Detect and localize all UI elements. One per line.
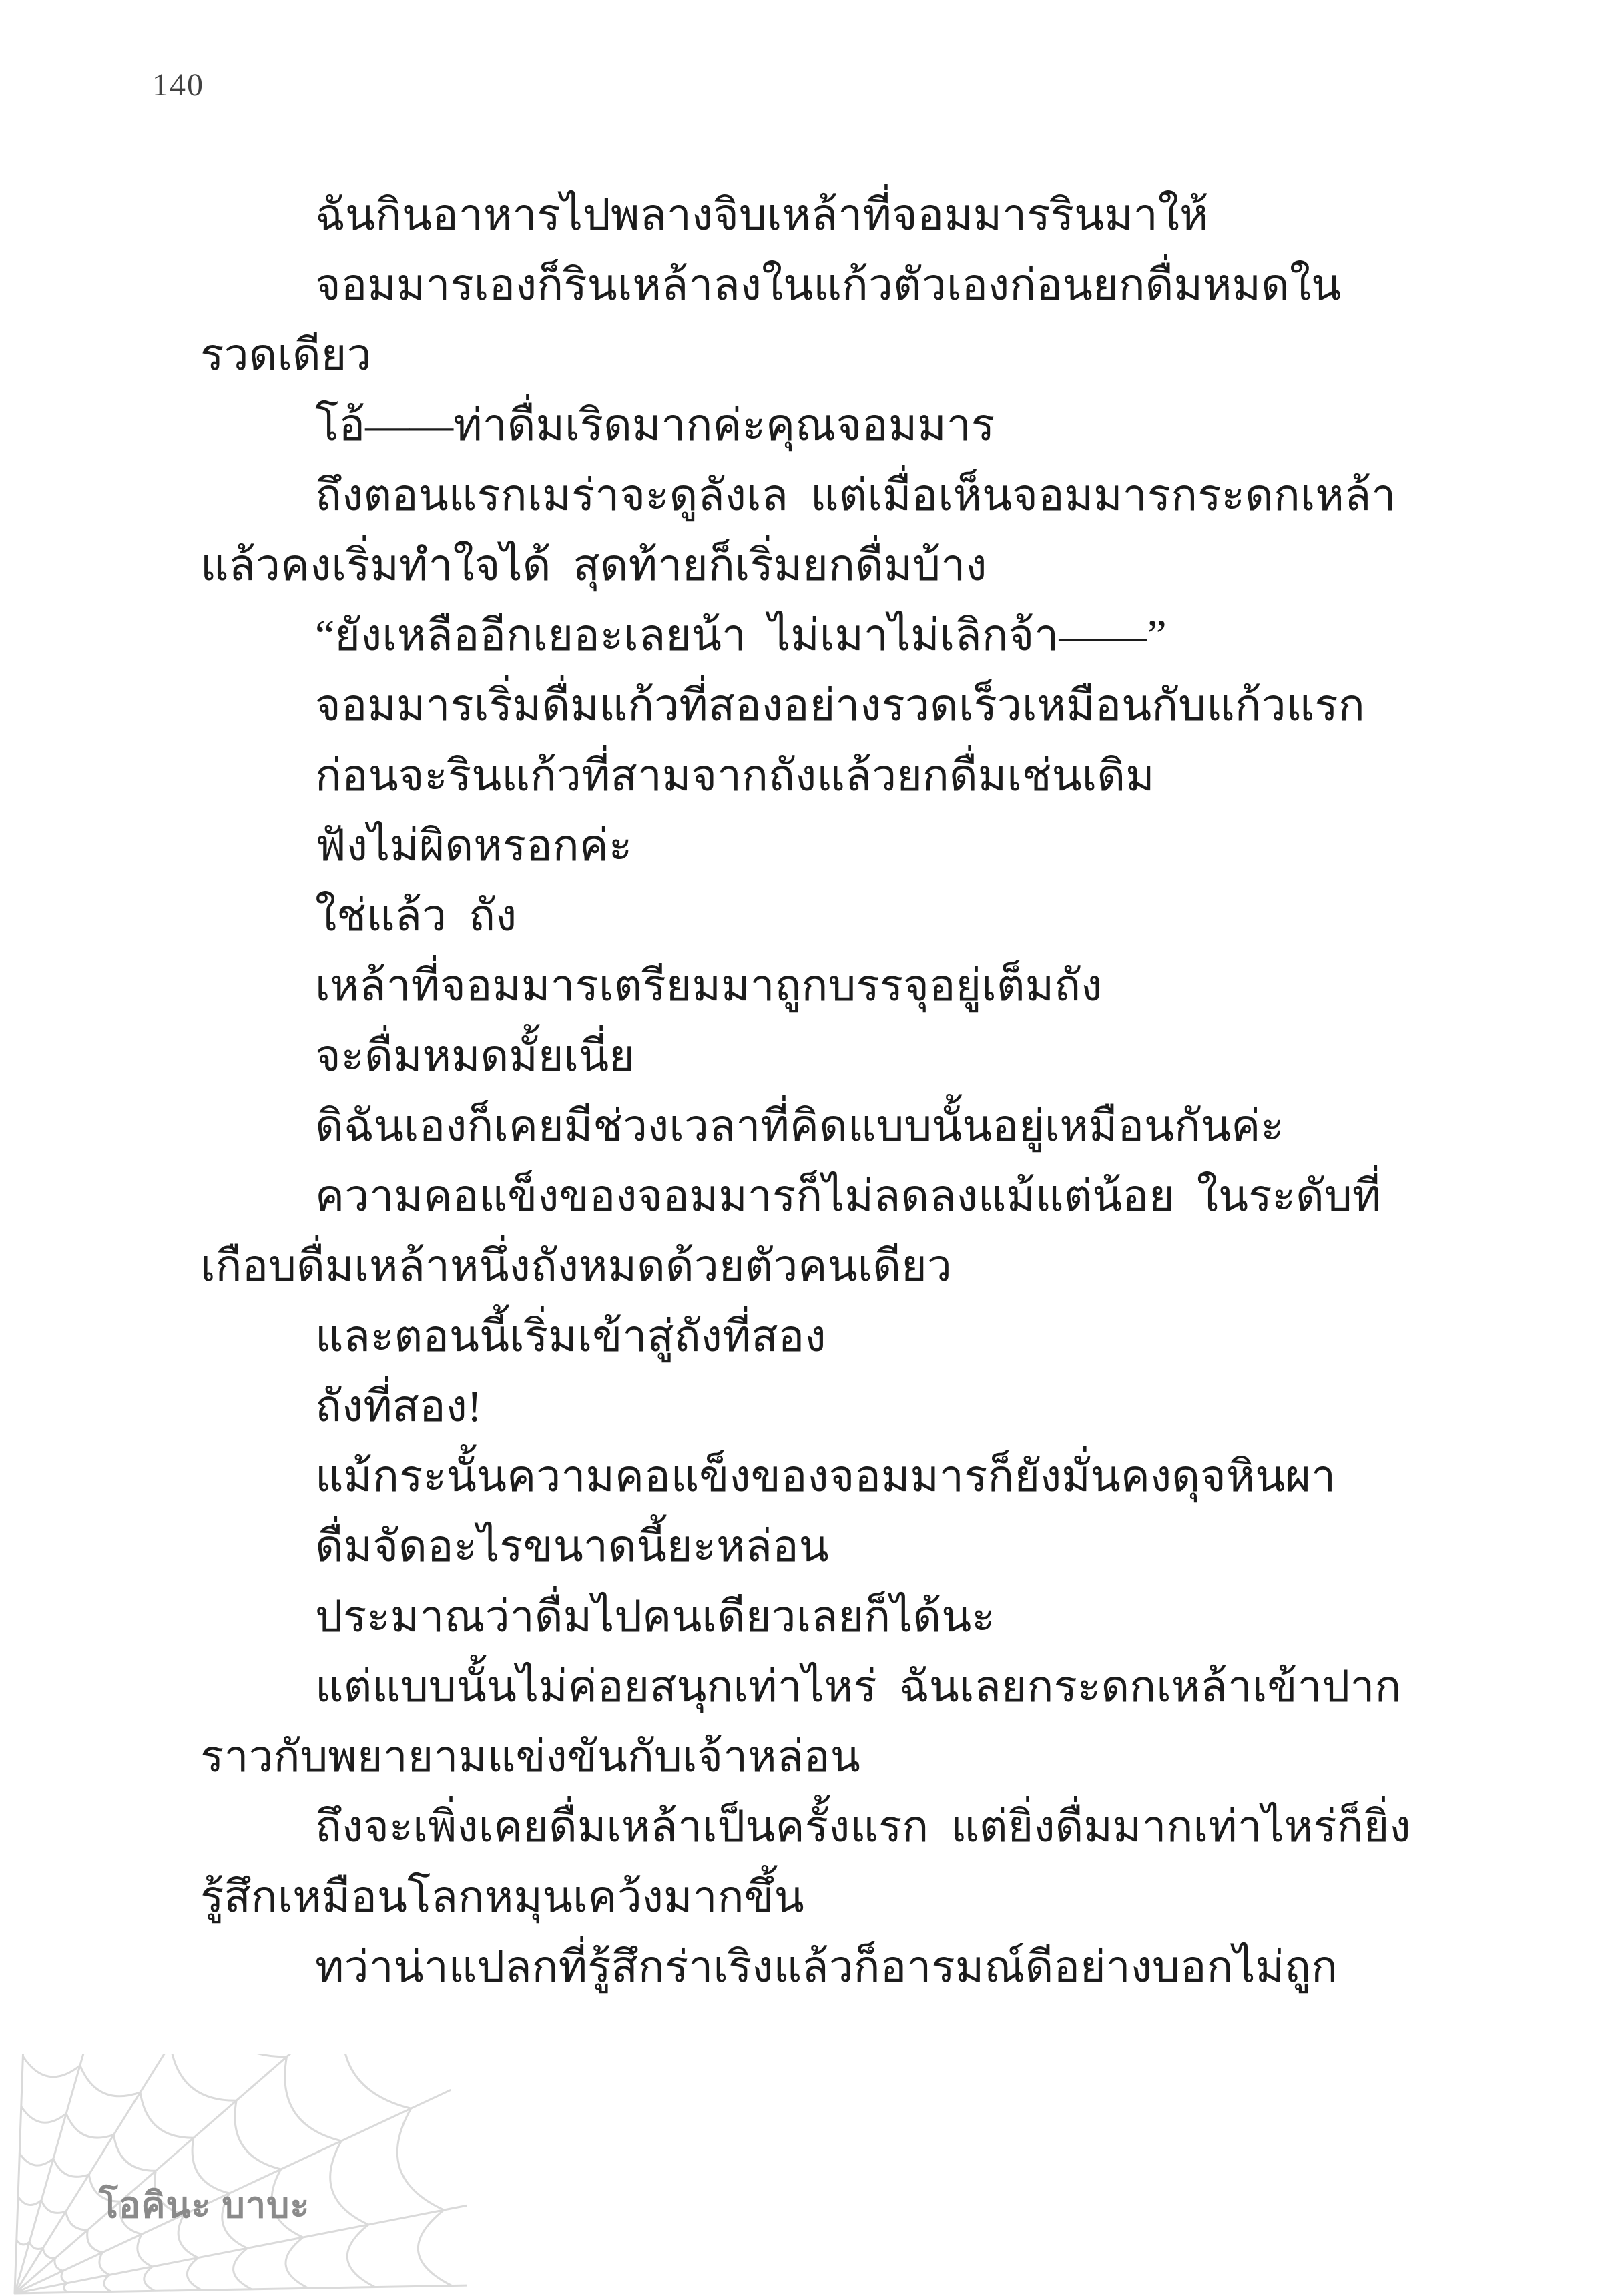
text-line: ฉันกินอาหารไปพลางจิบเหล้าที่จอมมารรินมาให้ (315, 191, 1209, 240)
page-number: 140 (152, 67, 204, 103)
text-line: ถึงจะเพิ่งเคยดื่มเหล้าเป็นครั้งแรก แต่ยิ่งดื่มมากเท่าไหร่ก็ยิ่ง (315, 1803, 1411, 1851)
text-line: เกือบดื่มเหล้าหนึ่งถังหมดด้วยตัวคนเดียว (200, 1242, 952, 1291)
spider-web-icon (0, 2054, 467, 2296)
text-line: ก่อนจะรินแก้วที่สามจากถังแล้วยกดื่มเช่นเดิม (315, 752, 1155, 800)
text-line: ดิฉันเองก็เคยมีช่วงเวลาที่คิดแบบนั้นอยู่เหมือนกันค่ะ (315, 1102, 1284, 1151)
text-line: ใช่แล้ว ถัง (315, 892, 517, 940)
text-line: รู้สึกเหมือนโลกหมุนเคว้งมากขึ้น (200, 1873, 804, 1922)
body-text (200, 180, 1425, 2002)
text-line: โอ้——ท่าดื่มเริดมากค่ะคุณจอมมาร (315, 401, 995, 450)
text-line: แล้วคงเริ่มทำใจได้ สุดท้ายก็เริ่มยกดื่มบ้าง (200, 541, 987, 590)
text-line: ถังที่สอง! (315, 1382, 482, 1431)
text-line: ฟังไม่ผิดหรอกค่ะ (315, 822, 633, 870)
text-line: “ยังเหลืออีกเยอะเลยน้า ไม่เมาไม่เลิกจ้า——” (315, 611, 1167, 660)
text-line: แต่แบบนั้นไม่ค่อยสนุกเท่าไหร่ ฉันเลยกระดกเหล้าเข้าปาก (315, 1663, 1402, 1711)
text-line: รวดเดียว (200, 331, 372, 380)
text-line: จะดื่มหมดมั้ยเนี่ย (315, 1032, 635, 1081)
text-line: ความคอแข็งของจอมมารก็ไม่ลดลงแม้แต่น้อย ในระดับที่ (315, 1172, 1382, 1221)
text-line: แม้กระนั้นความคอแข็งของจอมมารก็ยังมั่นคงดุจหินผา (315, 1452, 1336, 1501)
author-name: โอคินะ บาบะ (99, 2185, 310, 2225)
text-line: ราวกับพยายามแข่งขันกับเจ้าหล่อน (200, 1733, 860, 1781)
text-line: ประมาณว่าดื่มไปคนเดียวเลยก็ได้นะ (315, 1593, 995, 1641)
text-line: ทว่าน่าแปลกที่รู้สึกร่าเริงแล้วก็อารมณ์ดีอย่างบอกไม่ถูก (315, 1943, 1338, 1992)
text-line: ถึงตอนแรกเมร่าจะดูลังเล แต่เมื่อเห็นจอมมารกระดกเหล้า (315, 471, 1396, 520)
text-line: และตอนนี้เริ่มเข้าสู่ถังที่สอง (315, 1312, 826, 1361)
text-line: เหล้าที่จอมมารเตรียมมาถูกบรรจุอยู่เต็มถัง (315, 962, 1103, 1011)
text-line: จอมมารเริ่มดื่มแก้วที่สองอย่างรวดเร็วเหมือนกับแก้วแรก (315, 681, 1365, 730)
text-line: จอมมารเองก็รินเหล้าลงในแก้วตัวเองก่อนยกดื่มหมดใน (315, 261, 1342, 310)
text-line: ดื่มจัดอะไรขนาดนี้ยะหล่อน (315, 1522, 829, 1571)
